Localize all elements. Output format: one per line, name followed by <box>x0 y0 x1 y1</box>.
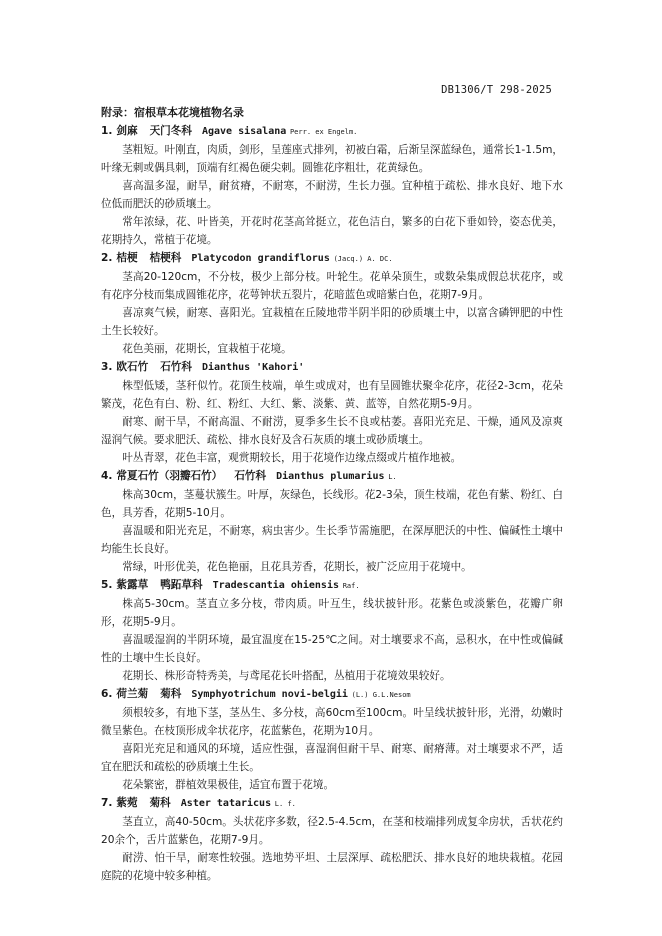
entry-number: 3. <box>101 361 113 373</box>
entry-number: 5. <box>101 579 113 591</box>
plant-description-paragraph: 茎直立，高40-50cm。头状花序多数，径2.5-4.5cm，在茎和枝端排列成复伞房状，舌状花约20余个，舌片蓝紫色，花期7-9月。 <box>101 816 563 846</box>
plant-entry-heading <box>101 249 563 268</box>
plant-author-citation: Raf. <box>342 582 360 590</box>
plant-author-citation: (L.) G.L.Nesom <box>351 691 411 699</box>
plant-description-paragraph: 喜凉爽气候，耐寒、喜阳光。宜栽植在丘陵地带半阴半阳的砂质壤土中，以富含磷钾肥的中性土生长较好。 <box>101 307 563 337</box>
plant-description-paragraph: 茎粗短。叶刚直，肉质，剑形，呈莲座式排列，初被白霜，后渐呈深蓝绿色，通常长1-1.5m，叶缘无刺或偶具刺，顶端有红褐色硬尖刺。圆锥花序粗壮，花黄绿色。 <box>101 144 563 174</box>
plant-entry <box>101 122 563 249</box>
plant-description-paragraph: 株高5-30cm。茎直立多分枝，带肉质。叶互生，线状披针形。花紫色或淡紫色，花瓣广卵形，花期5-9月。 <box>101 598 563 628</box>
plant-entry-heading <box>101 576 563 595</box>
plant-family: 菊科 <box>149 797 171 809</box>
plant-latin-name: Dianthus plumarius <box>276 471 385 482</box>
plant-chinese-name: 欧石竹 <box>116 361 149 373</box>
plant-description-paragraph: 常绿，叶形优美，花色艳丽，且花具芳香，花期长，被广泛应用于花境中。 <box>122 561 472 573</box>
plant-entry-heading <box>101 467 563 486</box>
plant-latin-name: Symphyotrichum novi-belgii <box>191 689 348 700</box>
plant-description-paragraph: 花朵繁密，群植效果极佳，适宜布置于花境。 <box>122 779 335 791</box>
plant-description-paragraph: 耐涝、怕干旱，耐寒性较强。选地势平坦、土层深厚、疏松肥沃、排水良好的地块栽植。花园庭院的花境中较多种植。 <box>101 852 563 882</box>
plant-entry <box>101 685 563 794</box>
plant-author-citation: L. <box>388 473 397 481</box>
plant-entry-heading <box>101 122 563 141</box>
plant-chinese-name: 常夏石竹（羽瓣石竹） <box>116 470 223 482</box>
appendix-content <box>101 104 563 885</box>
plant-description-paragraph: 常年浓绿，花、叶皆美，开花时花茎高耸挺立，花色洁白，繁多的白花下垂如铃，姿态优美，花期持久，常植于花境。 <box>101 216 563 246</box>
plant-chinese-name: 紫菀 <box>116 797 138 809</box>
plant-entry-heading <box>101 794 563 813</box>
plant-chinese-name: 荷兰菊 <box>116 688 149 700</box>
plant-description-paragraph: 喜高温多湿，耐旱，耐贫瘠，不耐寒，不耐涝，生长力强。宜种植于疏松、排水良好、地下水位低而肥沃的砂质壤土。 <box>101 180 563 210</box>
plant-chinese-name: 剑麻 <box>116 125 138 137</box>
plant-description-paragraph: 株型低矮，茎秆似竹。花顶生枝端，单生或成对，也有呈圆锥状聚伞花序，花径2-3cm，花朵繁茂，花色有白、粉、红、粉红、大红、紫、淡紫、黄、蓝等，自然花期5-9月。 <box>101 380 563 410</box>
plant-description-paragraph: 花色美丽，花期长，宜栽植于花境。 <box>122 343 292 355</box>
plant-entry-heading <box>101 685 563 704</box>
plant-entry-heading <box>101 358 563 377</box>
plant-family: 桔梗科 <box>149 252 182 264</box>
entry-number: 4. <box>101 470 113 482</box>
plant-author-citation: L. f. <box>274 800 296 808</box>
entry-number: 7. <box>101 797 113 809</box>
entry-number: 2. <box>101 252 113 264</box>
plant-family: 菊科 <box>160 688 182 700</box>
plant-chinese-name: 桔梗 <box>116 252 138 264</box>
plant-family: 石竹科 <box>234 470 267 482</box>
plant-latin-name: Platycodon grandiflorus <box>191 253 330 264</box>
plant-latin-name: Aster tataricus <box>180 798 272 809</box>
plant-family: 鸭跖草科 <box>160 579 203 591</box>
plant-latin-name: Dianthus 'Kahori' <box>201 362 305 373</box>
plant-description-paragraph: 叶丛青翠，花色丰富，观赏期较长，用于花境作边缘点缀或片植作地被。 <box>122 452 462 464</box>
plant-family: 石竹科 <box>160 361 192 373</box>
plant-latin-name: Agave sisalana <box>201 126 287 137</box>
plant-description-paragraph: 喜阳光充足和通风的环境，适应性强，喜湿润但耐干旱、耐寒、耐瘠薄。对土壤要求不严，适宜在肥沃和疏松的砂质壤土生长。 <box>101 743 563 773</box>
entry-number: 6. <box>101 688 113 700</box>
plant-chinese-name: 紫露草 <box>116 579 149 591</box>
plant-entry <box>101 358 563 467</box>
plant-author-citation: (Jacq.) A. DC. <box>333 255 393 263</box>
plant-entry <box>101 794 563 885</box>
plant-entry <box>101 576 563 685</box>
plant-description-paragraph: 须根较多，有地下茎，茎丛生、多分枝，高60cm至100cm。叶呈线状披针形，光滑，幼嫩时微呈紫色。在枝顶形成伞状花序，花蓝紫色，花期为10月。 <box>101 707 563 737</box>
plant-entry <box>101 467 563 576</box>
entry-number: 1. <box>101 125 113 137</box>
appendix-title: 附录：宿根草本花境植物名录 <box>101 106 244 119</box>
plant-entry-list <box>101 122 563 885</box>
plant-description-paragraph: 喜温暖和阳光充足，不耐寒，病虫害少。生长季节需施肥，在深厚肥沃的中性、偏碱性土壤中均能生长良好。 <box>101 525 563 555</box>
plant-author-citation: Perr. ex Engelm. <box>289 128 358 136</box>
document-number: DB1306/T 298-2025 <box>441 84 552 96</box>
plant-entry <box>101 249 563 358</box>
plant-family: 天门冬科 <box>149 125 192 137</box>
plant-description-paragraph: 茎高20-120cm，不分枝，极少上部分枝。叶轮生。花单朵顶生，或数朵集成假总状花序，或有花序分枝而集成圆锥花序，花萼钟状五裂片，花暗蓝色或暗紫白色，花期7-9月。 <box>101 271 563 301</box>
plant-description-paragraph: 耐寒、耐干旱，不耐高温、不耐涝，夏季多生长不良或枯萎。喜阳光充足、干燥，通风及凉爽湿润气候。要求肥沃、疏松、排水良好及含石灰质的壤土或砂质壤土。 <box>101 416 563 446</box>
plant-description-paragraph: 株高30cm，茎蔓状簇生。叶厚，灰绿色，长线形。花2-3朵，顶生枝端，花色有紫、粉红、白色，具芳香，花期5-10月。 <box>101 489 563 519</box>
plant-latin-name: Tradescantia ohiensis <box>212 580 339 591</box>
plant-description-paragraph: 喜温暖湿润的半阴环境，最宜温度在15-25℃之间。对土壤要求不高，忌积水，在中性或偏碱性的土壤中生长良好。 <box>101 634 563 664</box>
plant-description-paragraph: 花期长、株形奇特秀美，与鸢尾花长叶搭配，丛植用于花境效果较好。 <box>122 670 451 682</box>
